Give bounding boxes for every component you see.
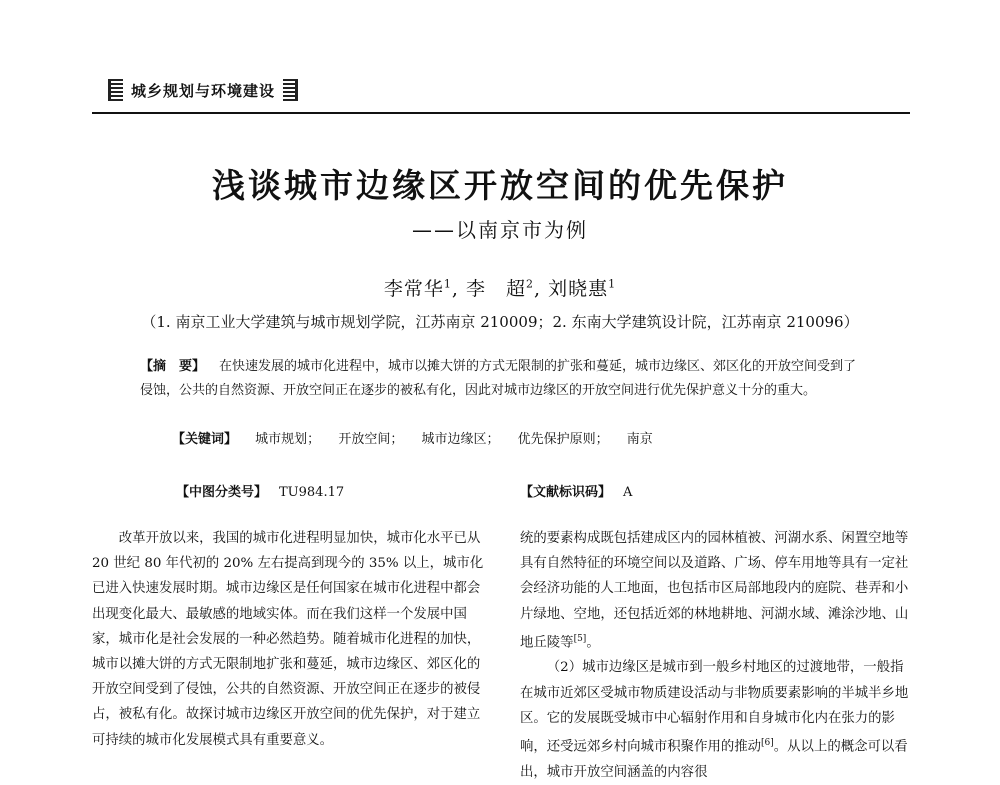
paragraph (520, 655, 912, 784)
keywords (172, 428, 667, 452)
paragraph: 改革开放以来，我国的城市化进程明显加快，城市化水平已从 20 世纪 80 年代初的 20% 左右提高到现今的 35% 以上，城市化已进入快速发展时期。城市边缘区是任何国家在城市化进程中都会出现变化最大、最敏感的地域实体。而在我们这样一个发展中国家，城市化是社会发展的一种必然趋势。随着城市化进程的加快，城市以摊大饼的方式无限制地扩张和蔓延，城市边缘区、郊区化的开放空间受到了侵蚀，公共的自然资源、开放空间正在逐步的被侵占，被私有化。故探讨城市边缘区开放空间的优先保护，对于建立可持续的城市化发展模式具有重要意义。 (92, 531, 484, 748)
document-code-value: A (623, 485, 633, 500)
affiliation: （1. 南京工业大学建筑与城市规划学院，江苏南京 210009；2. 东南大学建筑设计院，江苏南京 210096） (141, 313, 859, 331)
abstract-text: 在快速发展的城市化进程中，城市以摊大饼的方式无限制的扩张和蔓延，城市边缘区、郊区化的开放空间受到了侵蚀，公共的自然资源、开放空间正在逐步的被私有化，因此对城市边缘区的开放空间进行优先保护意义十分的重大。 (140, 359, 857, 398)
header-ornament-left-icon (108, 79, 123, 101)
citation-ref: [6] (761, 738, 774, 749)
paragraph (520, 526, 912, 655)
journal-section-header (100, 77, 306, 103)
classification-label: 【中图分类号】 (176, 485, 268, 500)
author-name: 李常华 (383, 278, 444, 300)
body-column-right (520, 526, 912, 785)
citation-ref: [5] (573, 633, 587, 644)
header-ornament-right-icon (283, 79, 298, 101)
abstract (140, 355, 868, 403)
paragraph-text: 统的要素构成既包括建成区内的园林植被、河湖水系、闲置空地等具有自然特征的环境空间以及道路、广场、停车用地等具有一定社会经济功能的人工地面，也包括市区局部地段内的庭院、巷弄和小片绿地、空地，还包括近郊的林地耕地、河湖水域、滩涂沙地、山地丘陵等 (520, 531, 909, 651)
classification-value: TU984.17 (279, 485, 345, 500)
body-column-left (92, 526, 492, 753)
author-affil-mark: 1 (443, 277, 452, 291)
author-list: 李常华$^1$, 李 超$^2$, 刘晓惠$^1$ (383, 277, 617, 300)
author-name: 刘晓惠 (548, 278, 609, 300)
document-code-label: 【文献标识码】 (520, 485, 612, 500)
keywords-label: 【关键词】 (172, 432, 238, 447)
article-subtitle: ——以南京市为例 (412, 218, 588, 242)
keyword-item: 南京 (626, 432, 653, 447)
keyword-item: 开放空间； (338, 432, 404, 447)
abstract-label: 【摘 要】 (140, 359, 206, 374)
keyword-item: 优先保护原则； (517, 432, 609, 447)
classification-number (176, 481, 344, 500)
document-code (520, 481, 632, 500)
keyword-item: 城市规划； (255, 432, 321, 447)
author-name: 李 超 (465, 278, 526, 300)
author-affil-mark: 1 (608, 277, 617, 291)
paragraph-text: 。 (586, 635, 600, 651)
paragraph-text: 。从以上的概念可以看出，城市开放空间涵盖的内容很 (520, 739, 908, 780)
header-rule (92, 112, 910, 114)
paragraph-text: （2）城市边缘区是城市到一般乡村地区的过渡地带，一般指在城市近郊区受城市物质建设活动与非物质要素影响的半城半乡地区。它的发展既受城市中心辐射作用和自身城市化内在张力的影响，还受远郊乡村向城市积聚作用的推动 (520, 660, 909, 755)
section-title: 城乡规划与环境建设 (131, 81, 276, 100)
author-affil-mark: 2 (526, 277, 534, 291)
article-title: 浅谈城市边缘区开放空间的优先保护 (212, 166, 788, 205)
keyword-item: 城市边缘区； (421, 432, 500, 447)
